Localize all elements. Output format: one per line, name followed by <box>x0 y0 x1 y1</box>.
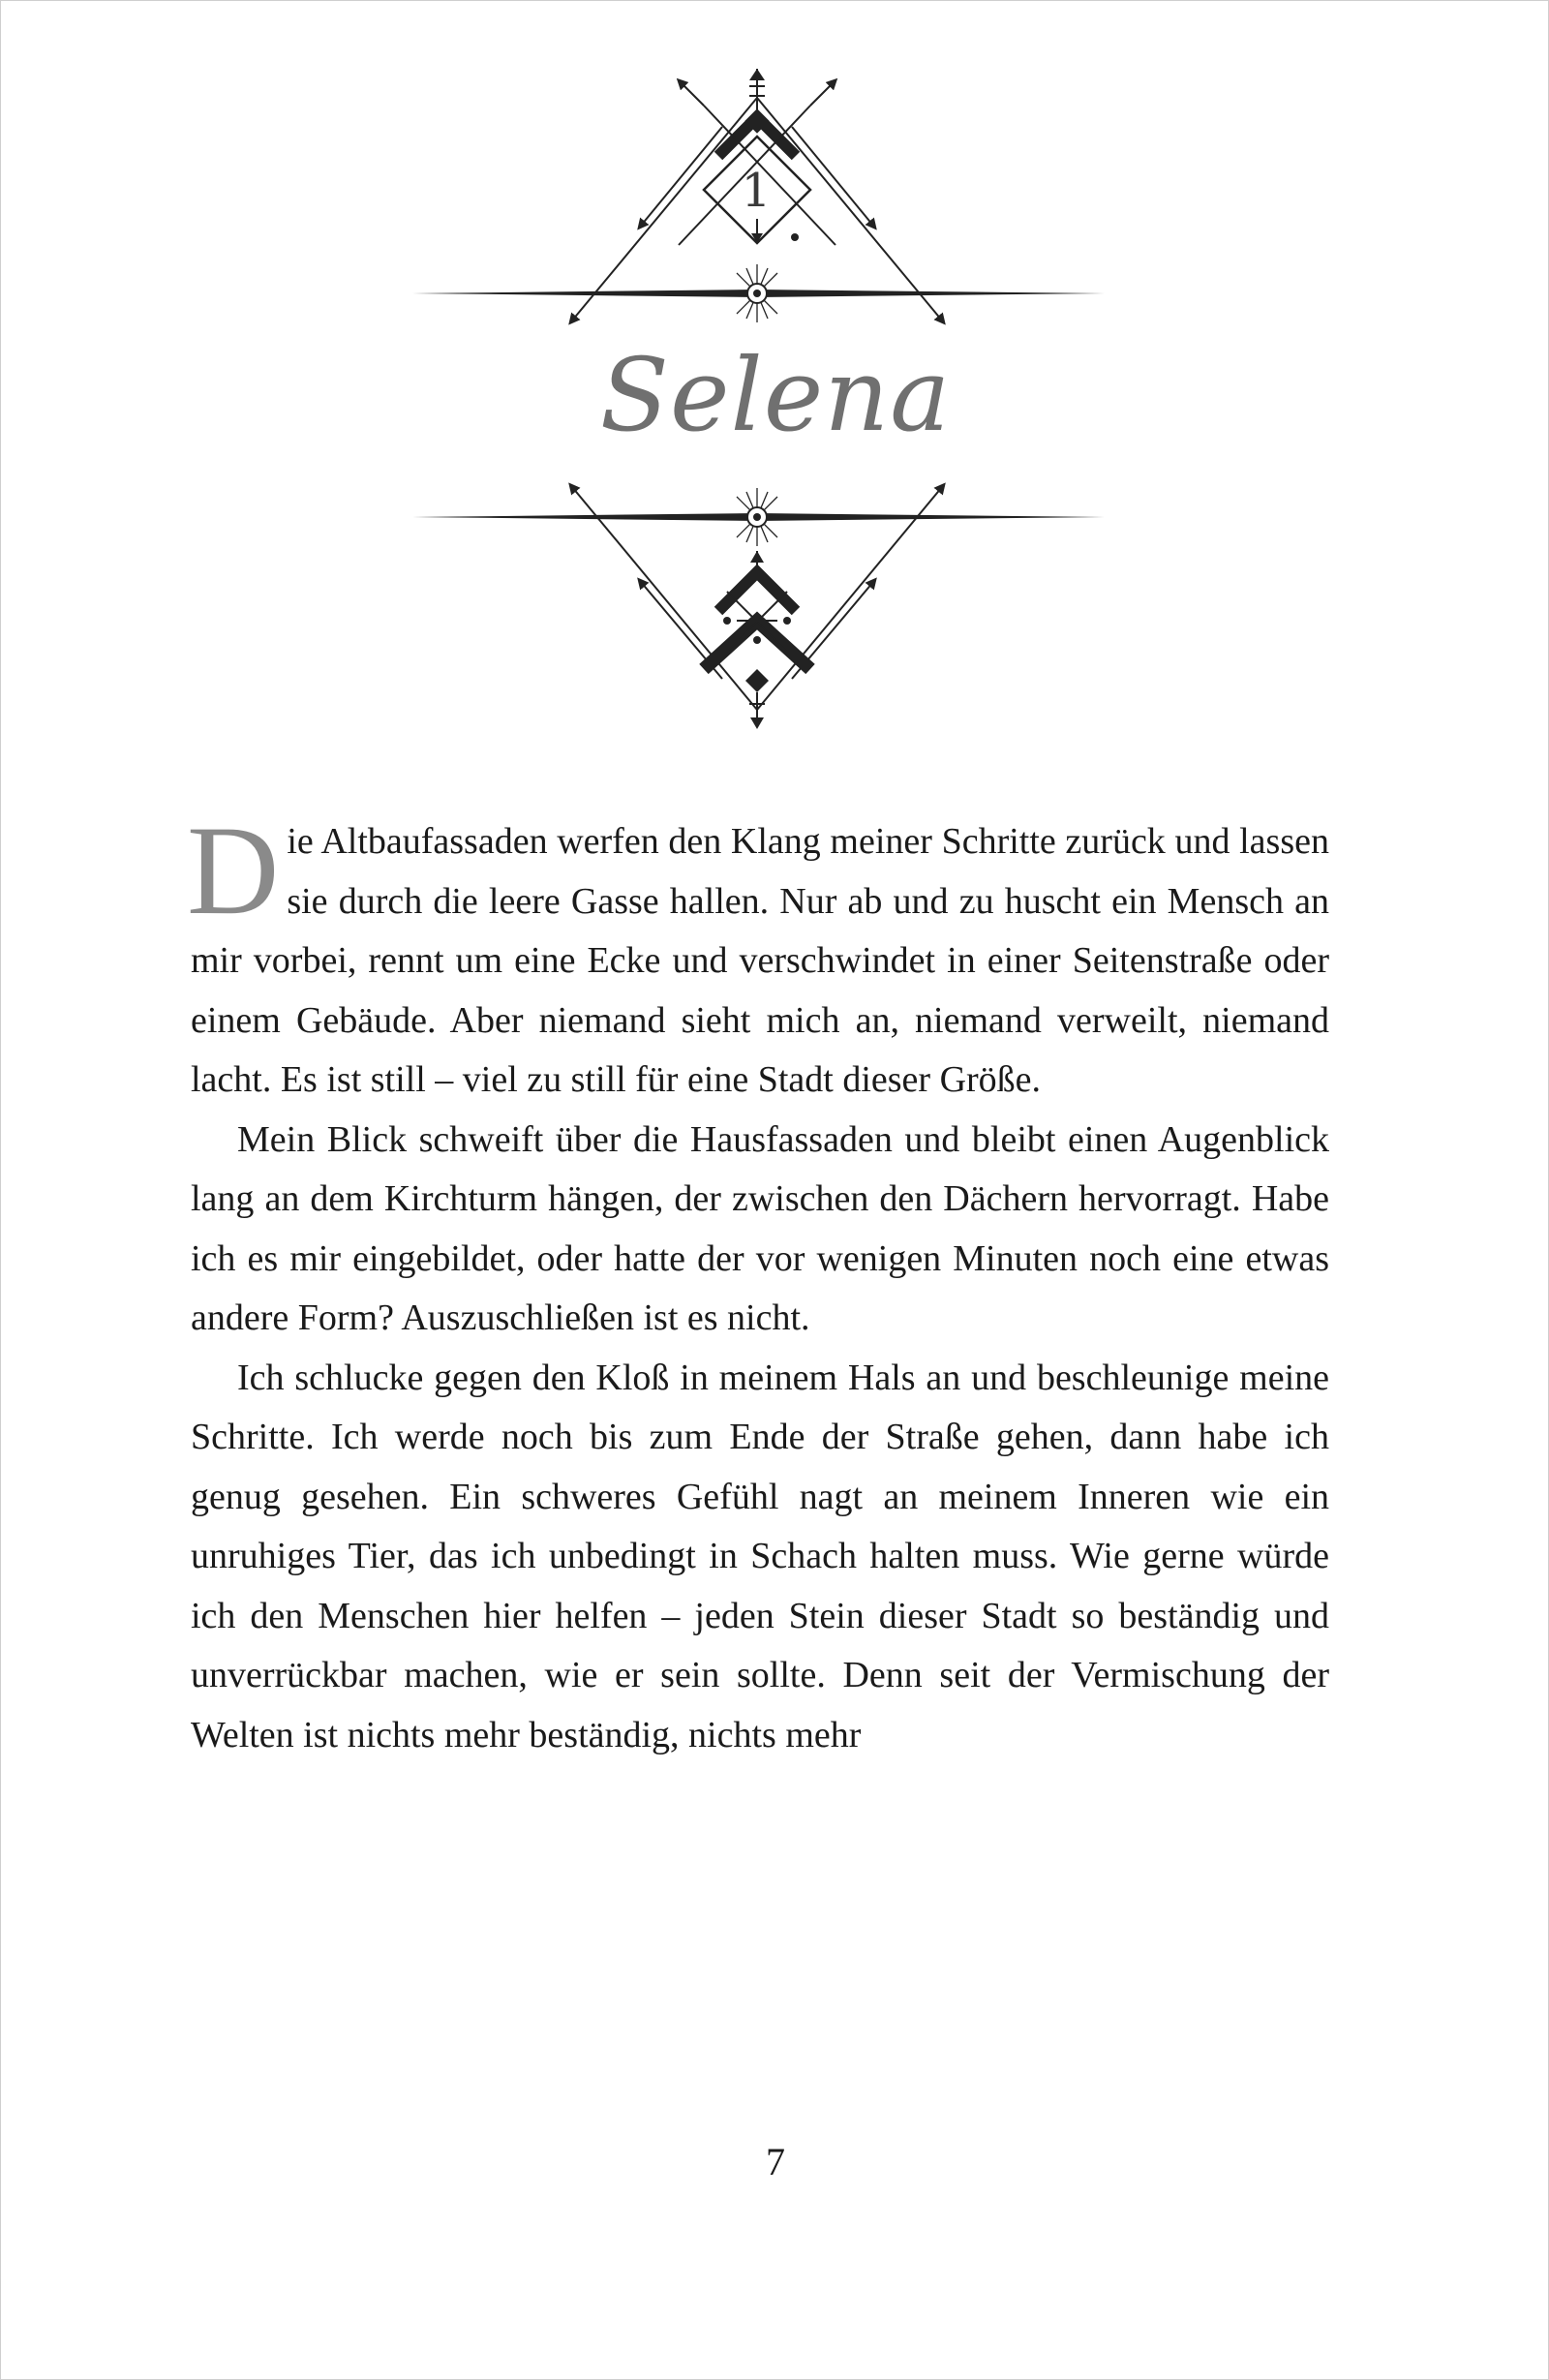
chapter-title: Selena <box>599 336 952 454</box>
paragraph-1 <box>187 799 1329 1111</box>
bottom-ornament <box>412 487 1105 729</box>
paragraph-3: Ich schlucke gegen den Kloß in meinem Hals an und beschleunige meine Schritte. Ich werde noch bis zum Ende der Straße gehen, dann habe ich genug gesehen. Ein schweres Gefühl nagt an meinem Inneren wie ein unruhiges Tier, das ich unbedingt in Schach halten muss. Wie gerne würde ich den Menschen hier helfen – jeden Stein dieser Stadt so beständig und unverrückbar machen, wie er sein sollte. Denn seit der Vermischung der Welten ist nichts mehr beständig, nichts mehr <box>191 1357 1329 1755</box>
chapter-body <box>187 799 1329 1765</box>
paragraph-2: Mein Blick schweift über die Hausfassaden und bleibt einen Augenblick lang an dem Kirchturm hängen, der zwischen den Dächern hervorragt. Habe ich es mir eingebildet, oder hatte der vor wenigen Minuten noch eine etwas andere Form? Auszuschließen ist es nicht. <box>191 1118 1329 1338</box>
drop-cap: D <box>187 799 280 941</box>
chapter-number: 1 <box>741 164 772 218</box>
page-number: 7 <box>766 2140 785 2183</box>
paragraph-1-text: ie Altbaufassaden werfen den Klang meiner Schritte zurück und lassen sie durch die leere Gasse hallen. Nur ab und zu huscht ein Mensch an mir vorbei, rennt um eine Ecke und verschwindet in einer Seitenstraße oder einem Gebäude. Aber niemand sieht mich an, niemand verweilt, niemand lacht. Es ist still – viel zu still für eine Stadt dieser Größe. <box>191 821 1329 1100</box>
